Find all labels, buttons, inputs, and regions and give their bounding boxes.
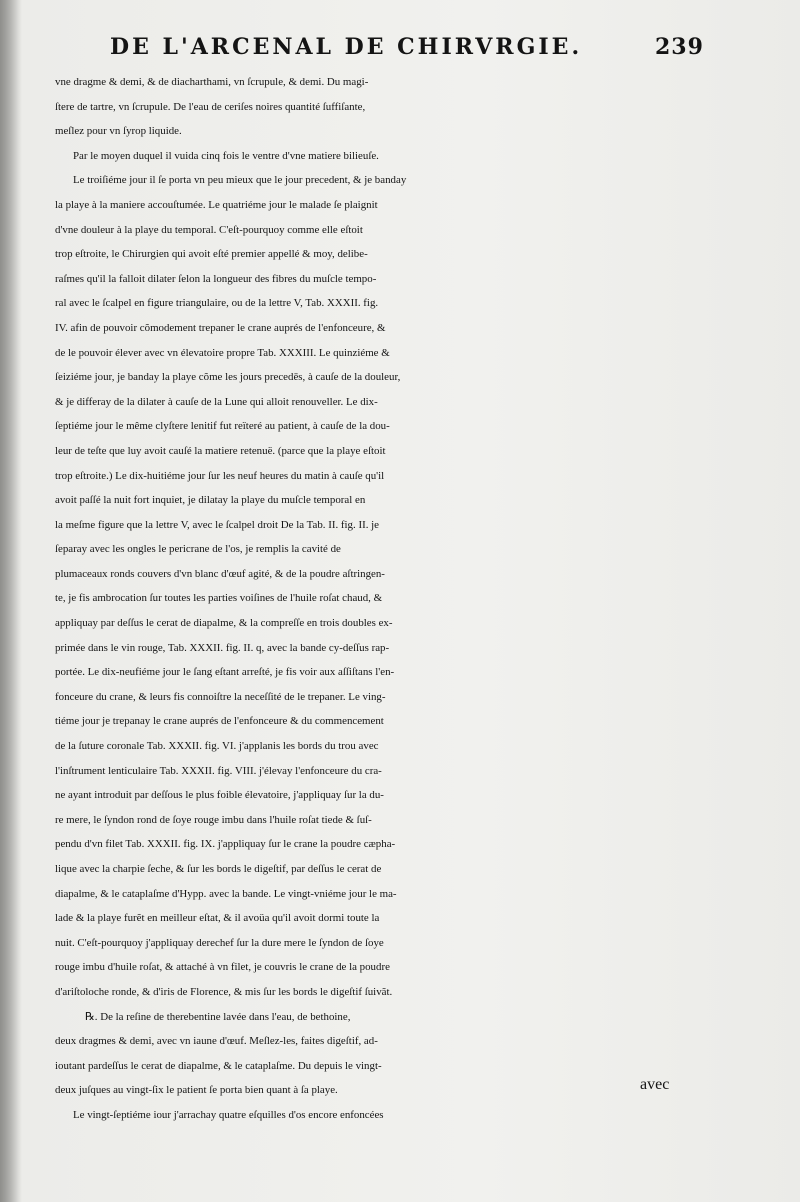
- text-line: portée. Le dix-neufiéme jour le ſang eſtant arreſté, je fis voir aux aſſiſtans l'en-: [55, 666, 395, 679]
- text-line: plumaceaux ronds couvers d'vn blanc d'œuf agité, & de la poudre aſtringen-: [55, 567, 385, 580]
- text-line: raſmes qu'il la falloit dilater ſelon la longueur des fibres du muſcle tempo-: [55, 272, 377, 285]
- text-line: ſeptiéme jour le même clyſtere lenitif fut reïteré au patient, à cauſe de la dou-: [55, 420, 390, 433]
- body-text: [55, 70, 795, 1128]
- running-title: DE L'ARCENAL DE CHIRVRGIE.: [110, 34, 583, 60]
- text-line: nuit. C'eſt-pourquoy j'appliquay derechef ſur la dure mere le ſyndon de ſoye: [55, 936, 384, 949]
- text-line: d'vne douleur à la playe du temporal. C'eſt-pourquoy comme elle eſtoit: [55, 223, 363, 236]
- text-line: ioutant pardeſſus le cerat de diapalme, & le cataplaſme. Du depuis le vingt-: [55, 1059, 382, 1072]
- text-line: ſtere de tartre, vn ſcrupule. De l'eau de ceriſes noires quantité ſuffiſante,: [55, 100, 366, 113]
- text-line: Le vingt-ſeptiéme iour j'arrachay quatre eſquilles d'os encore enfoncées: [73, 1108, 384, 1121]
- text-line: lique avec la charpie ſeche, & ſur les bords le digeſtif, par deſſus le cerat de: [55, 863, 382, 875]
- text-line: ne ayant introduit par deſſous le plus foible élevatoire, j'appliquay ſur la du-: [55, 789, 384, 802]
- gutter-shadow: [0, 0, 22, 1202]
- text-line: pendu d'vn filet Tab. XXXII. fig. IX. j'appliquay ſur le crane la poudre cæpha-: [55, 838, 396, 851]
- text-line: la playe à la maniere accouſtumée. Le quatriéme jour le malade ſe plaignit: [55, 198, 378, 211]
- text-line: ℞. De la reſine de therebentine lavée dans l'eau, de bethoine,: [85, 1010, 351, 1023]
- text-line: IV. afin de pouvoir cõmodement trepaner le crane auprés de l'enfonceure, &: [55, 321, 386, 334]
- text-line: ſeiziéme jour, je banday la playe cõme les jours precedēs, à cauſe de la douleur,: [55, 371, 401, 384]
- text-line: de la ſuture coronale Tab. XXXII. fig. VI. j'applanis les bords du trou avec: [55, 740, 379, 753]
- text-line: la meſme figure que la lettre V, avec le ſcalpel droit De la Tab. II. fig. II. je: [55, 518, 380, 531]
- text-line: re mere, le ſyndon rond de ſoye rouge imbu dans l'huile roſat tiede & ſuſ-: [55, 813, 372, 826]
- page-number: 239: [655, 34, 704, 60]
- text-line: vne dragme & demi, & de diacharthami, vn ſcrupule, & demi. Du magi-: [55, 76, 369, 88]
- text-line: te, je fis ambrocation ſur toutes les parties voiſines de l'huile roſat chaud, &: [55, 592, 383, 605]
- text-line: Le troiſiéme jour il ſe porta vn peu mieux que le jour precedent, & je banday: [73, 174, 407, 187]
- text-line: meſlez pour vn ſyrop liquide.: [55, 125, 182, 138]
- text-line: fonceure du crane, & leurs fis connoiſtre la neceſſité de le trepaner. Le ving-: [55, 690, 386, 703]
- catchword: avec: [640, 1076, 670, 1093]
- text-line: trop eſtroite, le Chirurgien qui avoit eſté premier appellé & moy, delibe-: [55, 248, 368, 261]
- text-line: & je differay de la dilater à cauſe de la Lune qui alloit renouveller. Le dix-: [55, 395, 378, 408]
- text-line: Par le moyen duquel il vuida cinq fois le ventre d'vne matiere bilieuſe.: [73, 149, 379, 162]
- text-line: l'inſtrument lenticulaire Tab. XXXII. fig. VIII. j'élevay l'enfonceure du cra-: [55, 764, 382, 777]
- text-line: rouge imbu d'huile roſat, & attaché à vn filet, je couvris le crane de la poudre: [55, 961, 390, 974]
- text-line: leur de teſte que luy avoit cauſé la matiere retenuë. (parce que la playe eſtoit: [55, 444, 386, 457]
- text-line: avoit paſſé la nuit fort inquiet, je dilatay la playe du muſcle temporal en: [55, 494, 366, 507]
- text-line: diapalme, & le cataplaſme d'Hypp. avec la bande. Le vingt-vniéme jour le ma-: [55, 887, 397, 900]
- text-line: ſeparay avec les ongles le pericrane de l'os, je remplis la cavité de: [55, 543, 341, 556]
- text-line: appliquay par deſſus le cerat de diapalme, & la compreſſe en trois doubles ex-: [55, 617, 393, 630]
- text-line: d'ariſtoloche ronde, & d'iris de Florence, & mis ſur les bords le digeſtif ſuivãt.: [55, 985, 393, 998]
- text-line: deux juſques au vingt-ſix le patient ſe porta bien quant à ſa playe.: [55, 1084, 338, 1097]
- text-line: lade & la playe furẽt en meilleur eſtat, & il avoüa qu'il avoit dormi toute la: [55, 912, 380, 925]
- text-line: tiéme jour je trepanay le crane auprés de l'enfonceure & du commencement: [55, 715, 384, 728]
- text-line: primée dans le vin rouge, Tab. XXXII. fig. II. q, avec la bande cy-deſſus rap-: [55, 641, 390, 654]
- text-line: ral avec le ſcalpel en figure triangulaire, ou de la lettre V, Tab. XXXII. fig.: [55, 297, 379, 310]
- text-line: de le pouvoir élever avec vn élevatoire propre Tab. XXXIII. Le quinziéme &: [55, 346, 390, 359]
- text-line: trop eſtroite.) Le dix-huitiéme jour ſur les neuf heures du matin à cauſe qu'il: [55, 469, 385, 482]
- text-line: deux dragmes & demi, avec vn iaune d'œuf. Meſlez-les, faites digeſtif, ad-: [55, 1035, 378, 1048]
